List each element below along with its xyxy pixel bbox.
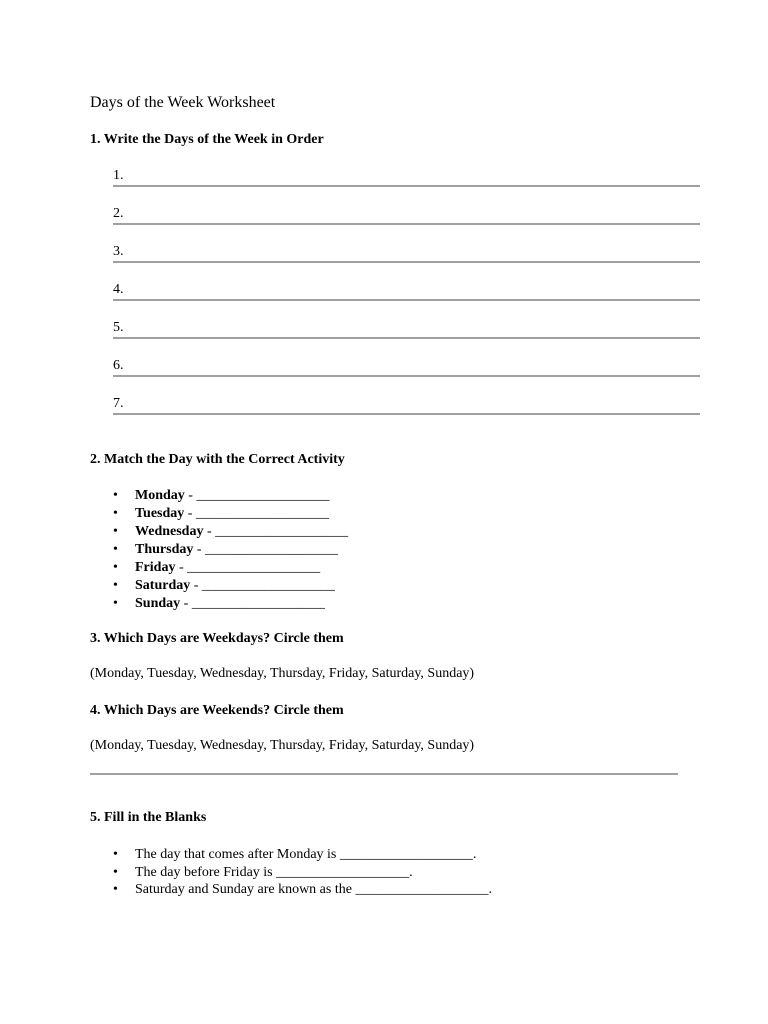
bullet-icon: • <box>113 847 118 862</box>
day-name: Tuesday <box>135 506 185 521</box>
order-answer-line[interactable] <box>113 205 700 225</box>
order-answer-line[interactable] <box>113 357 700 377</box>
list-item[interactable] <box>113 559 348 577</box>
bullet-icon: • <box>113 864 118 880</box>
day-name: Saturday <box>135 578 191 593</box>
match-blank: - ___________________ <box>193 542 339 557</box>
section-3-heading: 3. Which Days are Weekdays? Circle them <box>90 631 344 646</box>
list-item[interactable] <box>113 595 348 613</box>
order-answer-line[interactable] <box>113 395 700 415</box>
day-name: Monday <box>135 488 185 503</box>
day-name: Sunday <box>135 596 181 611</box>
section-1-heading: 1. Write the Days of the Week in Order <box>90 132 324 147</box>
day-name: Friday <box>135 560 176 575</box>
list-item[interactable] <box>113 881 492 899</box>
match-blank: - ___________________ <box>190 578 335 593</box>
bullet-icon: • <box>113 542 118 557</box>
list-item[interactable] <box>113 487 348 505</box>
list-item[interactable] <box>113 846 492 864</box>
order-number: 2. <box>113 206 124 221</box>
section-2-heading: 2. Match the Day with the Correct Activity <box>90 452 345 467</box>
match-activity-list <box>113 487 348 613</box>
day-name: Thursday <box>135 542 194 557</box>
order-answer-line[interactable] <box>113 243 700 263</box>
order-number: 7. <box>113 396 124 411</box>
bullet-icon: • <box>113 524 118 539</box>
day-name: Wednesday <box>135 524 204 539</box>
weekday-options[interactable]: (Monday, Tuesday, Wednesday, Thursday, Friday, Saturday, Sunday) <box>90 666 475 681</box>
order-number: 1. <box>113 168 124 183</box>
bullet-icon: • <box>113 578 118 593</box>
worksheet-title: Days of the Week Worksheet <box>90 94 276 111</box>
match-blank: - ___________________ <box>184 488 330 503</box>
horizontal-divider <box>90 773 678 775</box>
fill-blank-text: The day before Friday is ___________________. <box>135 864 413 880</box>
order-number: 5. <box>113 320 124 335</box>
match-blank: - ___________________ <box>184 506 329 521</box>
match-blank: - ___________________ <box>203 524 349 539</box>
bullet-icon: • <box>113 488 118 503</box>
bullet-icon: • <box>113 596 118 611</box>
list-item[interactable] <box>113 541 348 559</box>
bullet-icon: • <box>113 506 118 521</box>
order-answer-line[interactable] <box>113 167 700 187</box>
weekend-options[interactable]: (Monday, Tuesday, Wednesday, Thursday, Friday, Saturday, Sunday) <box>90 738 475 753</box>
bullet-icon: • <box>113 882 118 897</box>
list-item[interactable] <box>113 523 348 541</box>
match-blank: - ___________________ <box>175 560 321 575</box>
order-answer-line[interactable] <box>113 319 700 339</box>
fill-blank-text: Saturday and Sunday are known as the ___________________. <box>135 882 492 897</box>
order-number: 4. <box>113 282 124 297</box>
match-blank: - ___________________ <box>180 596 325 611</box>
fill-in-blanks-list <box>113 846 492 899</box>
section-5-heading: 5. Fill in the Blanks <box>90 810 207 825</box>
section-4-heading: 4. Which Days are Weekends? Circle them <box>90 703 344 718</box>
list-item[interactable] <box>113 505 348 523</box>
list-item[interactable] <box>113 864 492 882</box>
fill-blank-text: The day that comes after Monday is ___________________. <box>135 847 477 862</box>
order-answer-line[interactable] <box>113 281 700 301</box>
bullet-icon: • <box>113 560 118 575</box>
list-item[interactable] <box>113 577 348 595</box>
order-number: 6. <box>113 358 124 373</box>
order-number: 3. <box>113 244 124 259</box>
